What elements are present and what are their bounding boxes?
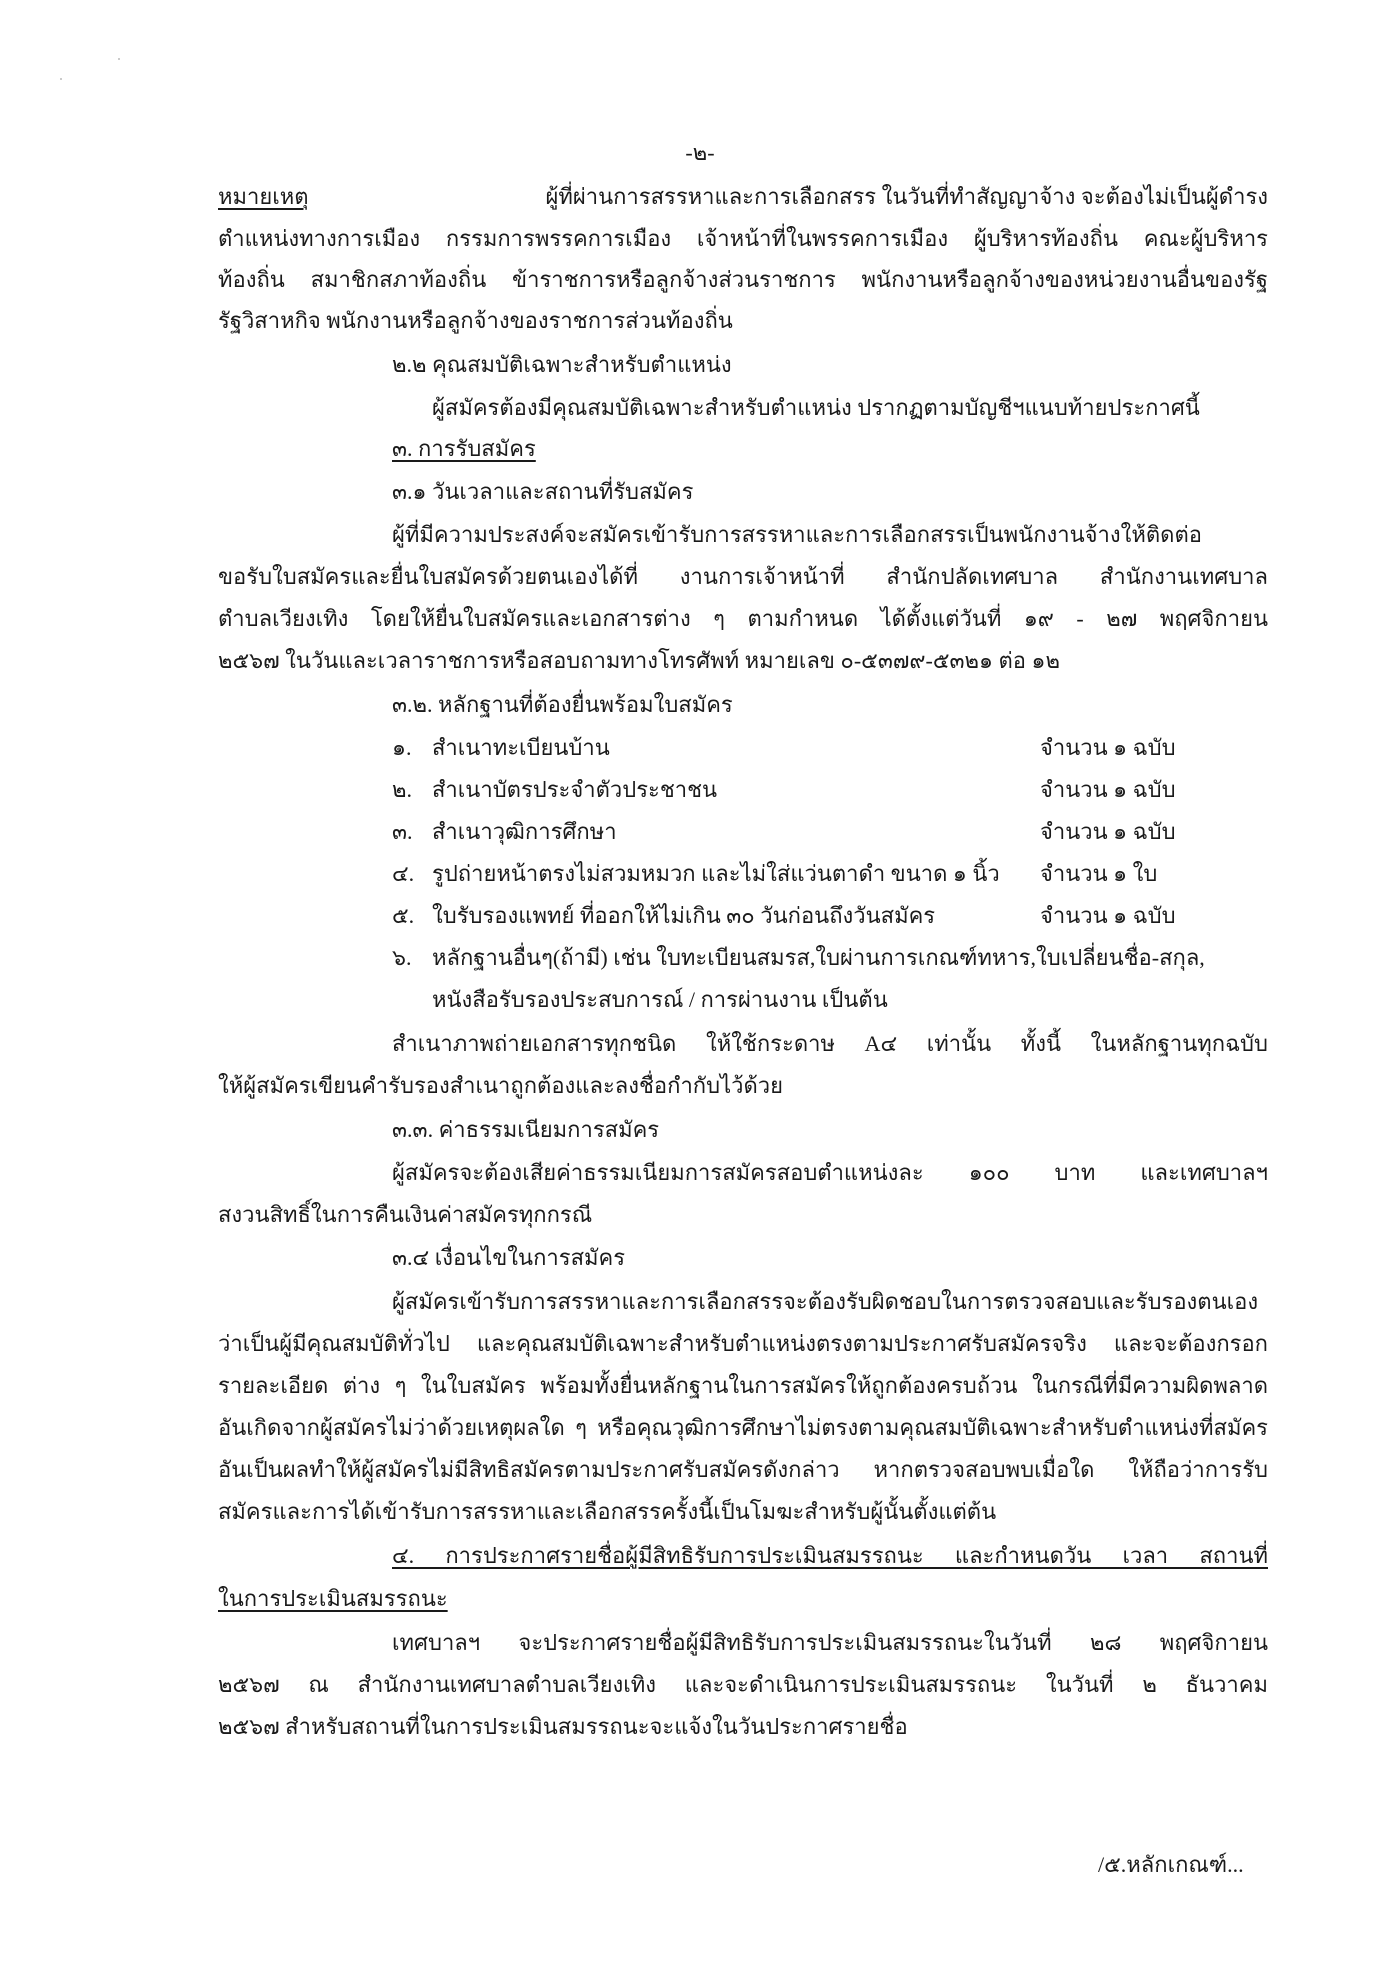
section-3-4-line-3: รายละเอียด ต่าง ๆ ในใบสมัคร พร้อมทั้งยื่นหลักฐานในการสมัครให้ถูกต้องครบถ้วน ในกรณีที่มีความผิดพลาด bbox=[218, 1373, 1268, 1398]
item-number: ๑. bbox=[392, 735, 412, 760]
document-item-2 bbox=[392, 775, 1292, 805]
item-number: ๕. bbox=[392, 903, 415, 928]
page-number: -๒- bbox=[685, 140, 715, 165]
item-text: สำเนาวุฒิการศึกษา bbox=[432, 819, 617, 844]
item-text: รูปถ่ายหน้าตรงไม่สวมหมวก และไม่ใส่แว่นตาดำ ขนาด ๑ นิ้ว bbox=[432, 861, 1000, 886]
section-2-2-text: ผู้สมัครต้องมีคุณสมบัติเฉพาะสำหรับตำแหน่ง ปรากฏตามบัญชีฯแนบท้ายประกาศนี้ bbox=[432, 395, 1200, 420]
section-3-2-heading: ๓.๒. หลักฐานที่ต้องยื่นพร้อมใบสมัคร bbox=[392, 692, 733, 717]
section-3-4-line-4: อันเกิดจากผู้สมัครไม่ว่าด้วยเหตุผลใด ๆ หรือคุณวุฒิการศึกษาไม่ตรงตามคุณสมบัติเฉพาะสำหรับตำแหน่งที่สมัคร bbox=[218, 1415, 1268, 1440]
note-label: หมายเหตุ bbox=[218, 184, 309, 209]
note-line-3: ท้องถิ่น สมาชิกสภาท้องถิ่น ข้าราชการหรือลูกจ้างส่วนราชการ พนักงานหรือลูกจ้างของหน่วยงานอื่นของรัฐ bbox=[218, 267, 1268, 292]
continuation-note: /๕.หลักเกณฑ์... bbox=[1098, 1852, 1244, 1877]
section-4-heading-line-1: ๔. การประกาศรายชื่อผู้มีสิทธิรับการประเมินสมรรถนะ และกำหนดวัน เวลา สถานที่ bbox=[392, 1543, 1268, 1568]
section-3-1-line-4: ๒๕๖๗ ในวันและเวลาราชการหรือสอบถามทางโทรศัพท์ หมายเลข ๐-๕๓๗๙-๕๓๒๑ ต่อ ๑๒ bbox=[218, 648, 1060, 673]
section-3-heading: ๓. การรับสมัคร bbox=[392, 436, 536, 461]
document-item-1 bbox=[392, 733, 1292, 763]
note-line-2: ตำแหน่งทางการเมือง กรรมการพรรคการเมือง เจ้าหน้าที่ในพรรคการเมือง ผู้บริหารท้องถิ่น คณะผู้บริหาร bbox=[218, 226, 1268, 251]
note-line-4: รัฐวิสาหกิจ พนักงานหรือลูกจ้างของราชการส่วนท้องถิ่น bbox=[218, 308, 733, 333]
document-item-6-continued: หนังสือรับรองประสบการณ์ / การผ่านงาน เป็นต้น bbox=[432, 987, 888, 1012]
item-text: สำเนาบัตรประจำตัวประชาชน bbox=[432, 777, 718, 802]
section-3-4-line-6: สมัครและการได้เข้ารับการสรรหาและเลือกสรรครั้งนี้เป็นโมฆะสำหรับผู้นั้นตั้งแต่ต้น bbox=[218, 1499, 997, 1524]
item-quantity: จำนวน ๑ ใบ bbox=[1040, 861, 1158, 886]
section-3-1-line-2: ขอรับใบสมัครและยื่นใบสมัครด้วยตนเองได้ที่ งานการเจ้าหน้าที่ สำนักปลัดเทศบาล สำนักงานเทศบาล bbox=[218, 564, 1268, 589]
scan-speck bbox=[60, 78, 62, 80]
section-2-2-heading: ๒.๒ คุณสมบัติเฉพาะสำหรับตำแหน่ง bbox=[392, 352, 732, 377]
section-3-4-line-2: ว่าเป็นผู้มีคุณสมบัติทั่วไป และคุณสมบัติเฉพาะสำหรับตำแหน่งตรงตามประกาศรับสมัครจริง และจะต้องกรอก bbox=[218, 1331, 1268, 1356]
section-3-4-line-1: ผู้สมัครเข้ารับการสรรหาและการเลือกสรรจะต้องรับผิดชอบในการตรวจสอบและรับรองตนเอง bbox=[392, 1289, 1259, 1314]
section-3-4-heading: ๓.๔ เงื่อนไขในการสมัคร bbox=[392, 1245, 626, 1270]
section-3-3-line-2: สงวนสิทธิ์ในการคืนเงินค่าสมัครทุกกรณี bbox=[218, 1202, 593, 1227]
item-text: หลักฐานอื่นๆ(ถ้ามี) เช่น ใบทะเบียนสมรส,ใบผ่านการเกณฑ์ทหาร,ใบเปลี่ยนชื่อ-สกุล, bbox=[432, 945, 1205, 970]
item-text: สำเนาทะเบียนบ้าน bbox=[432, 735, 610, 760]
item-quantity: จำนวน ๑ ฉบับ bbox=[1040, 735, 1176, 760]
document-item-4 bbox=[392, 859, 1292, 889]
section-4-line-3: ๒๕๖๗ สำหรับสถานที่ในการประเมินสมรรถนะจะแจ้งในวันประกาศรายชื่อ bbox=[218, 1714, 908, 1739]
item-number: ๓. bbox=[392, 819, 413, 844]
item-number: ๔. bbox=[392, 861, 415, 886]
section-3-3-line-1: ผู้สมัครจะต้องเสียค่าธรรมเนียมการสมัครสอบตำแหน่งละ ๑๐๐ บาท และเทศบาลฯ bbox=[392, 1160, 1268, 1185]
section-3-1-heading: ๓.๑ วันเวลาและสถานที่รับสมัคร bbox=[392, 479, 694, 504]
item-text: ใบรับรองแพทย์ ที่ออกให้ไม่เกิน ๓๐ วันก่อนถึงวันสมัคร bbox=[432, 903, 936, 928]
section-4-line-2: ๒๕๖๗ ณ สำนักงานเทศบาลตำบลเวียงเทิง และจะดำเนินการประเมินสมรรถนะ ในวันที่ ๒ ธันวาคม bbox=[218, 1672, 1268, 1697]
copy-requirement-line-2: ให้ผู้สมัครเขียนคำรับรองสำเนาถูกต้องและลงชื่อกำกับไว้ด้วย bbox=[218, 1073, 784, 1098]
item-quantity: จำนวน ๑ ฉบับ bbox=[1040, 903, 1176, 928]
scan-speck bbox=[118, 58, 120, 60]
section-3-1-line-3: ตำบลเวียงเทิง โดยให้ยื่นใบสมัครและเอกสารต่าง ๆ ตามกำหนด ได้ตั้งแต่วันที่ ๑๙ - ๒๗ พฤศจิกายน bbox=[218, 606, 1268, 631]
item-number: ๒. bbox=[392, 777, 413, 802]
copy-requirement-line-1: สำเนาภาพถ่ายเอกสารทุกชนิด ให้ใช้กระดาษ A๔ เท่านั้น ทั้งนี้ ในหลักฐานทุกฉบับ bbox=[392, 1031, 1268, 1056]
document-item-3 bbox=[392, 817, 1292, 847]
document-item-5 bbox=[392, 901, 1292, 931]
section-3-4-line-5: อันเป็นผลทำให้ผู้สมัครไม่มีสิทธิสมัครตามประกาศรับสมัครดังกล่าว หากตรวจสอบพบเมื่อใด ให้ถือว่าการรับ bbox=[218, 1457, 1268, 1482]
section-3-1-line-1: ผู้ที่มีความประสงค์จะสมัครเข้ารับการสรรหาและการเลือกสรรเป็นพนักงานจ้างให้ติดต่อ bbox=[392, 522, 1202, 547]
section-4-line-1: เทศบาลฯ จะประกาศรายชื่อผู้มีสิทธิรับการประเมินสมรรถนะในวันที่ ๒๘ พฤศจิกายน bbox=[392, 1630, 1268, 1655]
item-quantity: จำนวน ๑ ฉบับ bbox=[1040, 777, 1176, 802]
document-item-6 bbox=[392, 943, 1205, 973]
note-line-1 bbox=[218, 182, 1268, 212]
note-text-1: ผู้ที่ผ่านการสรรหาและการเลือกสรร ในวันที่ทำสัญญาจ้าง จะต้องไม่เป็นผู้ดำรง bbox=[545, 184, 1268, 209]
section-3-3-heading: ๓.๓. ค่าธรรมเนียมการสมัคร bbox=[392, 1117, 660, 1142]
item-quantity: จำนวน ๑ ฉบับ bbox=[1040, 819, 1176, 844]
item-number: ๖. bbox=[392, 945, 412, 970]
section-4-heading-line-2: ในการประเมินสมรรถนะ bbox=[218, 1586, 448, 1611]
